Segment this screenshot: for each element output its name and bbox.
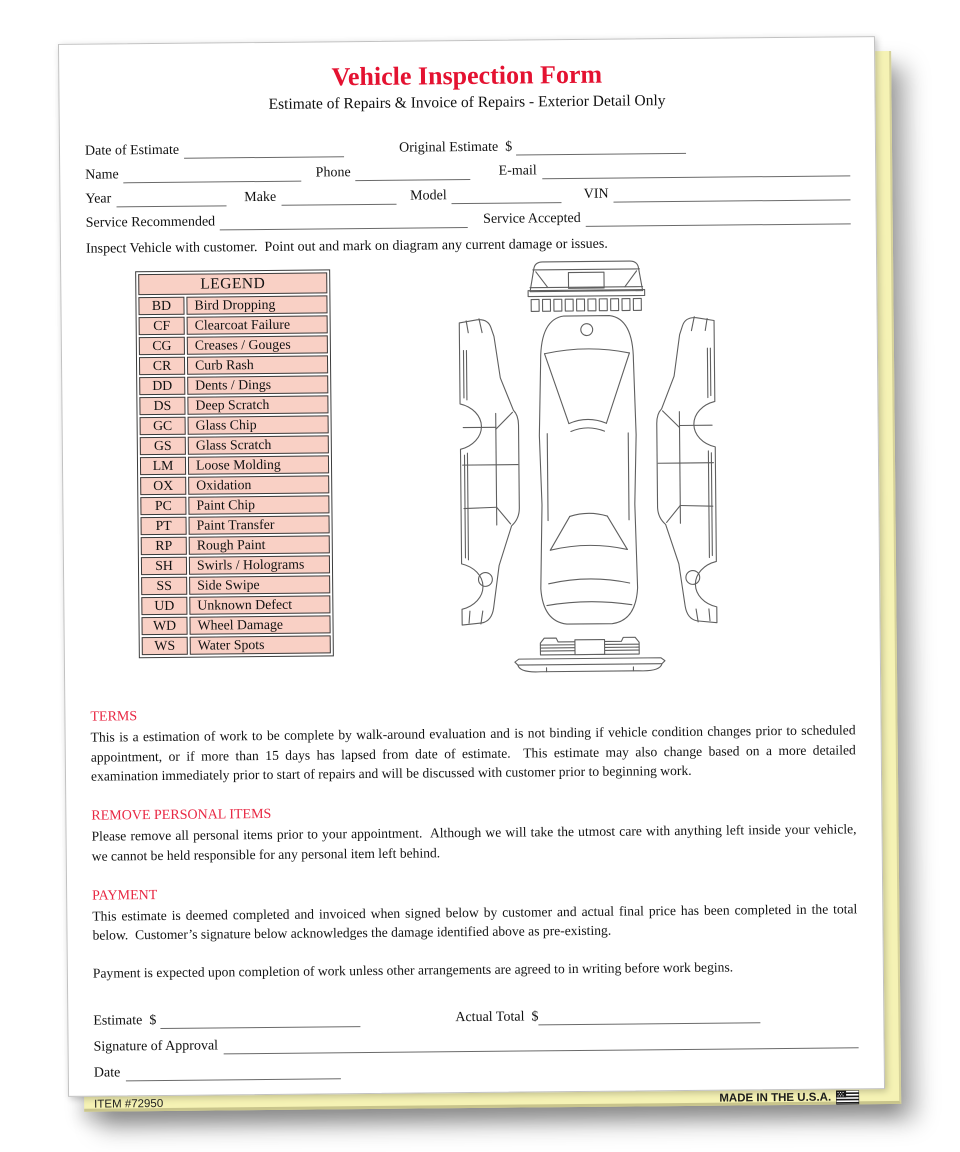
spacer [360,1026,455,1027]
legend-row [141,575,330,595]
legend-row [139,335,328,355]
legend-title: LEGEND [138,272,327,295]
payment-heading: PAYMENT [92,887,158,904]
section-payment [92,881,861,983]
made-in-usa-label: MADE IN THE U.S.A. [719,1091,832,1105]
car-rear-view [515,637,665,672]
name-label: Name [85,167,119,183]
item-number: ITEM #72950 [94,1097,164,1111]
legend-label: Wheel Damage [189,615,330,634]
legend-label: Curb Rash [187,355,328,374]
estimate-line [160,1012,360,1029]
legend-label: Paint Chip [188,495,329,514]
terms-body: This is a estimation of work to be complete by walk-around evaluation and is not binding if vehicle condition changes prior to scheduled appointment, or if more than 15 days has lapsed from date of estimate. This estimate may also change based on a more detailed examination immediately prior to start of repairs and will be discussed with customer prior to beginning work. [90,722,860,785]
legend-row [141,515,330,535]
estimate-label: Estimate $ [93,1012,157,1029]
service-accepted-line [586,209,851,227]
legend-row [140,495,329,515]
legend-row [141,535,330,555]
legend-code: PT [141,517,187,535]
car-right-side-view [656,317,717,624]
section-terms [90,702,860,786]
legend-header-row [138,272,327,295]
legend-row [139,355,328,375]
name-line [124,167,302,184]
legend-code: OX [140,477,186,495]
make-line [281,190,396,206]
row-name-phone-email [85,160,850,183]
spacer [344,157,399,158]
car-top-view [538,315,638,624]
legend-and-diagram [86,250,855,709]
legend-label: Glass Chip [188,415,329,434]
year-line [116,191,226,207]
legend-label: Dents / Dings [187,375,328,394]
date-label: Date [93,1065,121,1081]
legend-label: Oxidation [188,475,329,494]
row-totals [93,1006,858,1029]
legend-row [141,615,330,635]
terms-heading: TERMS [90,709,138,725]
vin-label: VIN [583,186,609,202]
legend-code: CG [139,337,185,355]
form-stack [58,36,885,1111]
legend-code: SH [141,557,187,575]
legend-code: SS [141,577,187,595]
legend-table [135,269,334,658]
row-signature [94,1032,859,1055]
legend-row [139,395,328,415]
row-date-estimate [85,136,850,159]
legend-label: Glass Scratch [188,435,329,454]
made-in-usa [719,1090,859,1105]
form-page [58,36,885,1111]
phone-label: Phone [315,165,351,181]
legend-row [142,635,331,655]
form-footer [94,1090,859,1111]
legend-row [140,435,329,455]
model-line [452,188,562,204]
payment-body-2: Payment is expected upon completion of work unless other arrangements are agreed to in writing before work begins. [92,959,734,981]
legend-row [140,475,329,495]
legend-table-body [138,295,330,655]
legend-code: BD [138,297,184,315]
legend-label: Water Spots [190,635,331,654]
legend-code: CF [139,317,185,335]
row-date [94,1058,859,1081]
original-estimate-label: Original Estimate $ [398,139,513,156]
legend-label: Paint Transfer [189,515,330,534]
legend-label: Creases / Gouges [187,335,328,354]
date-of-estimate-label: Date of Estimate [84,142,180,159]
legend-label: Clearcoat Failure [187,315,328,334]
year-label: Year [85,191,112,207]
service-recommended-label: Service Recommended [85,214,216,231]
legend-code: WD [141,617,187,635]
legend-label: Unknown Defect [189,595,330,614]
legend-code: DS [139,397,185,415]
legend-row [140,455,329,475]
legend-label: Bird Dropping [186,295,327,314]
legend-row [139,315,328,335]
legend-label: Rough Paint [189,535,330,554]
payment-body: This estimate is deemed completed and invoiced when signed below by customer and actual final price has been completed in the total below. Customer’s signature below acknowledges the damage identified above as pre-existing. [92,900,861,943]
legend-label: Deep Scratch [187,395,328,414]
legend-row [141,595,330,615]
service-recommended-line [220,213,468,230]
vehicle-diagram [428,255,748,678]
personal-items-body: Please remove all personal items prior to your appointment. Although we will take the utmost care with anything left inside your vehicle, we cannot be held responsible for any personal item left behind. [91,821,861,864]
legend-code: WS [142,637,188,655]
vin-line [614,185,851,202]
signature-label: Signature of Approval [93,1038,219,1055]
us-flag-icon [836,1090,859,1104]
car-front-view [528,261,645,311]
email-line [542,161,851,179]
legend-label: Loose Molding [188,455,329,474]
section-personal-items [91,801,861,866]
legend-row [139,375,328,395]
actual-total-label: Actual Total $ [455,1009,539,1025]
model-label: Model [410,188,447,204]
legend-label: Side Swipe [189,575,330,594]
row-service [86,208,851,231]
original-estimate-line [516,139,686,156]
legend-code: LM [140,457,186,475]
legend-row [141,555,330,575]
legend-label: Swirls / Holograms [189,555,330,574]
legend-code: UD [141,597,187,615]
inspection-instruction: Inspect Vehicle with customer. Point out and mark on diagram any current damage or issues. [85,236,608,257]
signature-line [224,1033,859,1054]
actual-total-line [538,1008,760,1025]
make-label: Make [244,189,277,206]
email-label: E-mail [498,163,537,179]
front-grille [531,298,641,311]
legend-code: DD [139,377,185,395]
legend-code: RP [141,537,187,555]
car-left-side-view [459,318,520,625]
date-of-estimate-line [184,142,344,159]
personal-items-heading: REMOVE PERSONAL ITEMS [91,807,272,824]
page-title: Vehicle Inspection Form [331,59,603,92]
legend-row [138,295,327,315]
legend-code: GS [140,437,186,455]
legend-code: GC [140,417,186,435]
service-accepted-label: Service Accepted [483,210,581,227]
page-subtitle: Estimate of Repairs & Invoice of Repairs - Exterior Detail Only [268,92,666,113]
date-line [126,1064,341,1081]
row-year-make-model-vin [85,184,850,207]
legend-row [140,415,329,435]
legend-code: PC [140,497,186,515]
phone-line [356,165,471,181]
legend-code: CR [139,357,185,375]
